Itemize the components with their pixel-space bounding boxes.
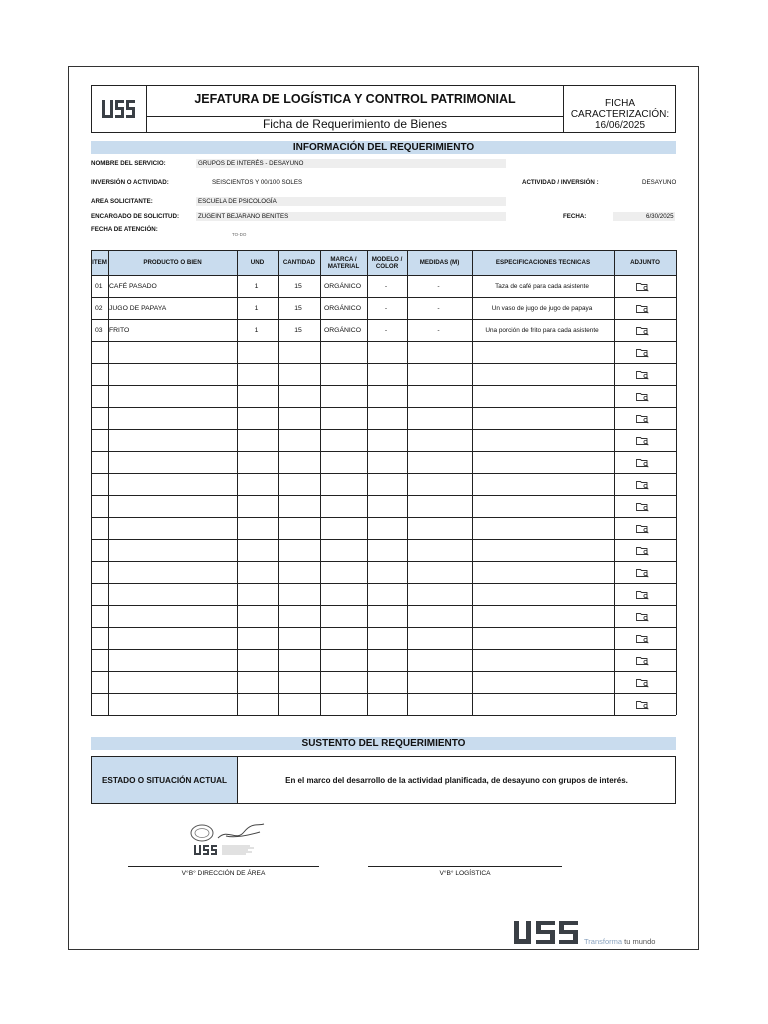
signature-caption-right: V°B° LOGÍSTICA — [439, 870, 491, 877]
table-grid-line — [91, 649, 676, 650]
signature-line-left — [128, 866, 319, 867]
folder-search-icon[interactable] — [636, 656, 649, 666]
table-cell-modelo: - — [384, 282, 388, 290]
table-cell-cantidad: 15 — [294, 304, 302, 312]
table-cell-item: 03 — [95, 326, 103, 334]
table-grid-line — [91, 517, 676, 518]
folder-search-icon[interactable] — [636, 414, 649, 424]
folder-search-icon[interactable] — [636, 436, 649, 446]
encargado-value: ZUGEINT BEJARANO BENITES — [198, 213, 289, 220]
table-cell-und: 1 — [254, 282, 259, 290]
inversion-label: INVERSIÓN O ACTIVIDAD: — [91, 179, 169, 186]
table-grid-line — [91, 605, 676, 606]
table-cell-especificaciones: Un vaso de jugo de jugo de papaya — [491, 304, 593, 312]
uss-logo — [101, 99, 137, 121]
table-grid-line — [91, 473, 676, 474]
table-grid-line — [91, 715, 676, 716]
table-cell-producto: FRITO — [109, 326, 130, 334]
page-subtitle: Ficha de Requerimiento de Bienes — [262, 117, 448, 131]
table-grid-line — [91, 671, 676, 672]
ficha-code-date: 16/06/2025 — [594, 120, 646, 131]
table-grid-line — [91, 561, 676, 562]
table-cell-und: 1 — [254, 326, 259, 334]
servicio-value: GRUPOS DE INTERÉS - DESAYUNO — [198, 160, 304, 167]
folder-search-icon[interactable] — [636, 370, 649, 380]
table-cell-marca: ORGÁNICO — [323, 304, 361, 312]
folder-search-icon[interactable] — [636, 480, 649, 490]
actividad-label: ACTIVIDAD / INVERSIÓN : — [522, 179, 599, 186]
folder-search-icon[interactable] — [636, 502, 649, 512]
table-cell-especificaciones: Una porción de frito para cada asistente — [485, 326, 599, 334]
footer-tagline — [584, 937, 655, 946]
folder-search-icon[interactable] — [636, 282, 649, 292]
atencion-value: TO-DO — [232, 232, 247, 237]
footer-uss-logo — [513, 920, 581, 946]
folder-search-icon[interactable] — [636, 568, 649, 578]
folder-search-icon[interactable] — [636, 326, 649, 336]
table-cell-modelo: - — [384, 326, 388, 334]
table-grid-line — [91, 429, 676, 430]
table-grid-line — [91, 539, 676, 540]
estado-text: En el marco del desarrollo de la actividad planificada, de desayuno con grupos de interés. — [285, 775, 628, 785]
folder-search-icon[interactable] — [636, 700, 649, 710]
table-grid-line — [91, 583, 676, 584]
info-section-title: INFORMACIÓN DEL REQUERIMIENTO — [91, 141, 676, 154]
table-cell-und: 1 — [254, 304, 259, 312]
table-cell-item: 02 — [95, 304, 103, 312]
folder-search-icon[interactable] — [636, 546, 649, 556]
area-value: ESCUELA DE PSICOLOGÍA — [198, 198, 277, 205]
table-grid-line — [91, 495, 676, 496]
ficha-code — [563, 98, 677, 131]
col-header-adjunto: ADJUNTO — [630, 259, 660, 266]
table-cell-medidas: - — [437, 326, 440, 334]
col-header-medidas: MEDIDAS (M) — [419, 259, 460, 266]
table-grid-line — [676, 250, 677, 715]
col-header-producto: PRODUCTO O BIEN — [143, 259, 202, 266]
encargado-label: ENCARGADO DE SOLICITUD: — [91, 213, 179, 220]
folder-search-icon[interactable] — [636, 634, 649, 644]
folder-search-icon[interactable] — [636, 392, 649, 402]
table-cell-marca: ORGÁNICO — [323, 282, 361, 290]
folder-search-icon[interactable] — [636, 348, 649, 358]
signature-line-right — [368, 866, 562, 867]
folder-search-icon[interactable] — [636, 612, 649, 622]
col-header-item: ITEM — [92, 259, 107, 266]
table-grid-line — [91, 693, 676, 694]
table-cell-cantidad: 15 — [294, 282, 302, 290]
table-cell-cantidad: 15 — [294, 326, 302, 334]
footer-tagline-a: Transforma — [584, 937, 623, 946]
area-label: AREA SOLICITANTE: — [91, 198, 153, 205]
estado-label: ESTADO O SITUACIÓN ACTUAL — [92, 757, 238, 803]
folder-search-icon[interactable] — [636, 590, 649, 600]
table-cell-modelo: - — [384, 304, 388, 312]
folder-search-icon[interactable] — [636, 524, 649, 534]
table-cell-producto: CAFÉ PASADO — [109, 282, 157, 290]
table-grid-line — [91, 341, 676, 342]
servicio-label: NOMBRE DEL SERVICIO: — [91, 160, 166, 167]
signature-caption-left: V°B° DIRECCIÓN DE ÁREA — [181, 870, 266, 877]
fecha-label: FECHA: — [563, 213, 587, 220]
table-grid-line — [91, 451, 676, 452]
table-cell-producto: JUGO DE PAPAYA — [109, 304, 167, 312]
inversion-value: SEISCIENTOS Y 00/100 SOLES — [212, 179, 303, 186]
fecha-value: 6/30/2025 — [646, 213, 674, 220]
ficha-code-label: FICHA CARACTERIZACIÓN: — [570, 98, 670, 120]
actividad-value: DESAYUNO — [642, 179, 677, 186]
table-cell-item: 01 — [95, 282, 103, 290]
col-header-cantidad: CANTIDAD — [282, 259, 316, 266]
footer-tagline-b: tu mundo — [624, 937, 656, 946]
sustento-section-title: SUSTENTO DEL REQUERIMIENTO — [91, 737, 676, 750]
page-title: JEFATURA DE LOGÍSTICA Y CONTROL PATRIMONIAL — [194, 92, 516, 106]
table-grid-line — [91, 250, 676, 251]
table-grid-line — [91, 407, 676, 408]
table-cell-marca: ORGÁNICO — [323, 326, 361, 334]
table-cell-medidas: - — [437, 304, 440, 312]
table-grid-line — [91, 385, 676, 386]
col-header-marca: MARCA / MATERIAL — [327, 255, 360, 270]
table-grid-line — [91, 363, 676, 364]
folder-search-icon[interactable] — [636, 678, 649, 688]
col-header-especificaciones: ESPECIFICACIONES TECNICAS — [495, 259, 591, 266]
folder-search-icon[interactable] — [636, 304, 649, 314]
col-header-und: UND — [250, 259, 265, 266]
table-cell-medidas: - — [437, 282, 440, 290]
table-cell-especificaciones: Taza de café para cada asistente — [495, 282, 589, 290]
table-grid-line — [91, 627, 676, 628]
folder-search-icon[interactable] — [636, 458, 649, 468]
col-header-modelo: MODELO / COLOR — [371, 255, 403, 270]
signature-stamp-image — [188, 820, 272, 860]
atencion-label: FECHA DE ATENCIÓN: — [91, 226, 158, 233]
